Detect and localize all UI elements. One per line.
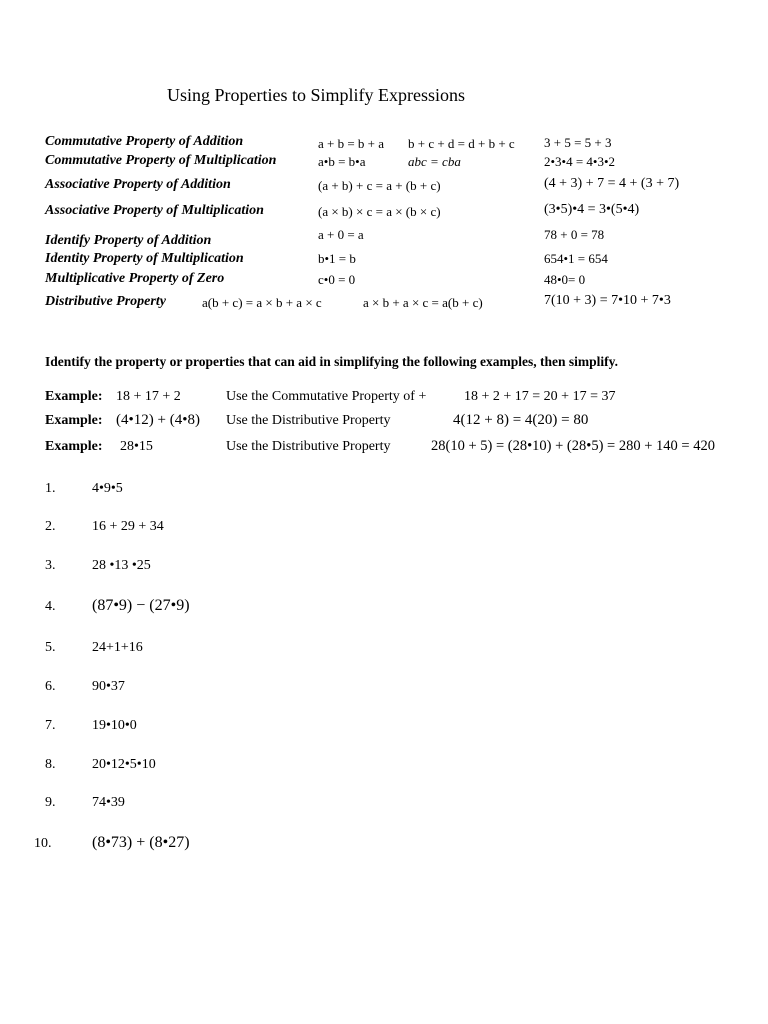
property-name-commutative-addition: Commutative Property of Addition [45, 134, 244, 149]
problem-number: 8. [45, 757, 56, 772]
example-label: Example: [45, 389, 103, 404]
example-label: Example: [45, 439, 103, 454]
property-example: (3•5)•4 = 3•(5•4) [544, 202, 640, 217]
property-name-associative-multiplication: Associative Property of Multiplication [45, 203, 264, 218]
property-example: (4 + 3) + 7 = 4 + (3 + 7) [544, 176, 680, 191]
problem-number: 4. [45, 599, 56, 614]
property-rule: b•1 = b [318, 251, 356, 266]
property-example: 2•3•4 = 4•3•2 [544, 154, 616, 169]
property-name-identity-addition: Identify Property of Addition [45, 233, 212, 248]
property-example: 7(10 + 3) = 7•10 + 7•3 [544, 293, 671, 308]
page-title: Using Properties to Simplify Expressions [167, 85, 465, 105]
property-example: 78 + 0 = 78 [544, 227, 605, 242]
problem-number: 5. [45, 640, 56, 655]
problem-expression: 90•37 [92, 679, 125, 694]
property-rule: (a × b) × c = a × (b × c) [318, 204, 441, 219]
example-property: Use the Distributive Property [226, 413, 391, 428]
example-work: 28(10 + 5) = (28•10) + (28•5) = 280 + 140 = 420 [431, 438, 715, 454]
property-rule: c•0 = 0 [318, 272, 356, 287]
problem-expression: 20•12•5•10 [92, 757, 156, 772]
example-property: Use the Distributive Property [226, 439, 391, 454]
problem-expression: 28 •13 •25 [92, 558, 151, 573]
property-rule: a × b + a × c = a(b + c) [363, 295, 483, 310]
example-expression: (4•12) + (4•8) [116, 412, 200, 428]
property-rule: a + b = b + a [318, 136, 385, 151]
problem-expression: 4•9•5 [92, 481, 123, 496]
problem-expression: (87•9) − (27•9) [92, 597, 190, 614]
problem-number: 6. [45, 679, 56, 694]
property-name-identity-multiplication: Identity Property of Multiplication [45, 251, 244, 266]
problem-number: 2. [45, 519, 56, 534]
problem-expression: 19•10•0 [92, 718, 137, 733]
problem-number: 9. [45, 795, 56, 810]
example-property: Use the Commutative Property of + [226, 389, 427, 404]
problem-expression: 74•39 [92, 795, 125, 810]
problem-number: 10. [34, 836, 52, 851]
property-name-associative-addition: Associative Property of Addition [45, 177, 231, 192]
example-expression: 18 + 17 + 2 [116, 389, 181, 404]
property-example: 3 + 5 = 5 + 3 [544, 135, 612, 150]
property-rule: abc = cba [408, 154, 461, 169]
property-example: 48•0= 0 [544, 272, 586, 287]
property-rule: (a + b) + c = a + (b + c) [318, 178, 441, 193]
property-rule: a(b + c) = a × b + a × c [202, 295, 322, 310]
example-work: 4(12 + 8) = 4(20) = 80 [453, 412, 589, 428]
property-rule: a + 0 = a [318, 227, 364, 242]
example-expression: 28•15 [120, 439, 153, 454]
property-name-commutative-multiplication: Commutative Property of Multiplication [45, 153, 277, 168]
problem-expression: 16 + 29 + 34 [92, 519, 164, 534]
problem-expression: 24+1+16 [92, 640, 143, 655]
property-rule: b + c + d = d + b + c [408, 136, 515, 151]
problem-number: 1. [45, 481, 56, 496]
property-name-zero: Multiplicative Property of Zero [45, 271, 225, 286]
property-name-distributive: Distributive Property [45, 294, 166, 309]
example-work: 18 + 2 + 17 = 20 + 17 = 37 [464, 389, 616, 404]
property-rule: a•b = b•a [318, 154, 366, 169]
problem-expression: (8•73) + (8•27) [92, 834, 190, 851]
problem-number: 7. [45, 718, 56, 733]
example-label: Example: [45, 413, 103, 428]
instructions: Identify the property or properties that can aid in simplifying the following examples, then simplify. [45, 354, 619, 369]
problem-number: 3. [45, 558, 56, 573]
property-example: 654•1 = 654 [544, 251, 608, 266]
